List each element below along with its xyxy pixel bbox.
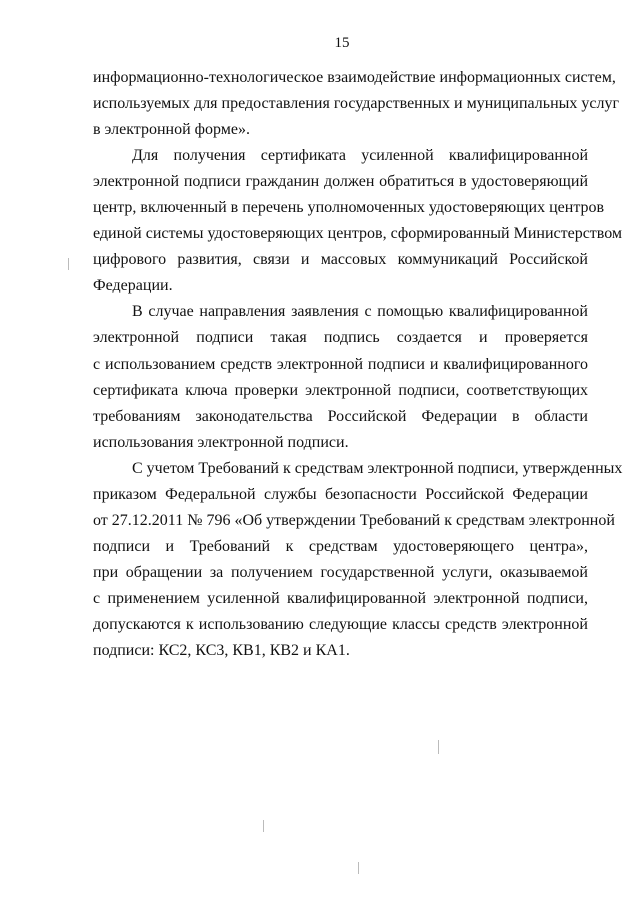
text-line: допускаются к использованию следующие классы средств электронной bbox=[93, 615, 588, 633]
text-line: В случае направления заявления с помощью квалифицированной bbox=[132, 303, 588, 321]
scan-artifact bbox=[68, 258, 69, 270]
text-line: электронной подписи гражданин должен обратиться в удостоверяющий bbox=[93, 173, 588, 191]
text-line: Федерации. bbox=[93, 277, 173, 295]
text-line: подписи и Требований к средствам удостоверяющего центра», bbox=[93, 537, 588, 555]
scan-artifact bbox=[358, 862, 359, 874]
text-line: требованиям законодательства Российской Федерации в области bbox=[93, 407, 588, 425]
document-body bbox=[93, 65, 623, 664]
text-line: Для получения сертификата усиленной квалифицированной bbox=[132, 147, 588, 165]
text-line: подписи: КС2, КС3, КВ1, КВ2 и КА1. bbox=[93, 642, 350, 660]
text-line: сертификата ключа проверки электронной подписи, соответствующих bbox=[93, 381, 588, 399]
scan-artifact bbox=[263, 820, 264, 832]
scan-artifact bbox=[438, 740, 439, 754]
text-line: электронной подписи такая подпись создается и проверяется bbox=[93, 329, 588, 347]
paragraph bbox=[93, 143, 623, 299]
page-number: 15 bbox=[334, 35, 350, 51]
text-line: при обращении за получением государственной услуги, оказываемой bbox=[93, 563, 588, 581]
paragraph bbox=[93, 65, 620, 143]
text-line: от 27.12.2011 № 796 «Об утверждении Требований к средствам электронной bbox=[93, 511, 615, 529]
text-line: центр, включенный в перечень уполномоченных удостоверяющих центров bbox=[93, 199, 605, 217]
paragraph bbox=[93, 456, 623, 664]
text-line: приказом Федеральной службы безопасности Российской Федерации bbox=[93, 485, 588, 503]
text-line: использования электронной подписи. bbox=[93, 433, 349, 451]
text-line: информационно-технологическое взаимодействие информационных систем, bbox=[93, 69, 616, 86]
text-line: с использованием средств электронной подписи и квалифицированного bbox=[93, 355, 588, 373]
text-line: используемых для предоставления государственных и муниципальных услуг bbox=[93, 95, 620, 113]
text-line: цифрового развития, связи и массовых коммуникаций Российской bbox=[93, 251, 588, 269]
text-line: С учетом Требований к средствам электронной подписи, утвержденных bbox=[132, 459, 623, 477]
text-line: в электронной форме». bbox=[93, 121, 251, 139]
text-line: с применением усиленной квалифицированной электронной подписи, bbox=[93, 589, 588, 607]
text-line: единой системы удостоверяющих центров, сформированный Министерством bbox=[93, 225, 623, 243]
paragraph bbox=[93, 299, 588, 455]
